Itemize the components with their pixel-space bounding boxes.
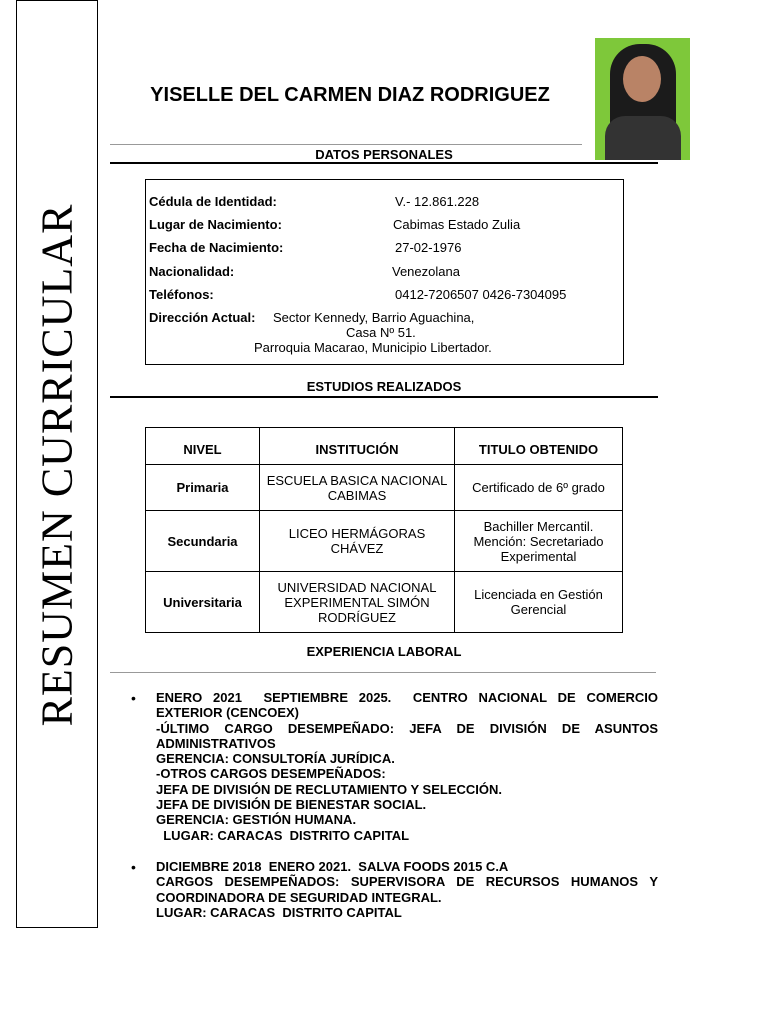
job-line: JEFA DE DIVISIÓN DE RECLUTAMIENTO Y SELECCIÓN. xyxy=(156,781,502,797)
table-row xyxy=(146,465,623,511)
job-line: LUGAR: CARACAS DISTRITO CAPITAL xyxy=(156,904,402,920)
job-line: GERENCIA: GESTIÓN HUMANA. xyxy=(156,812,357,828)
section-title-studies: ESTUDIOS REALIZADOS xyxy=(306,379,462,394)
id-value: V.- 12.861.228 xyxy=(395,194,480,209)
job-entry-2 xyxy=(156,859,662,920)
institution-cell: ESCUELA BASICA NACIONAL CABIMAS xyxy=(260,465,455,511)
bullet: • xyxy=(131,859,136,875)
section-title-personal: DATOS PERSONALES xyxy=(315,147,453,162)
job-line: ENERO 2021 SEPTIEMBRE 2025. CENTRO NACIONAL DE COMERCIO EXTERIOR (CENCOEX) xyxy=(156,690,662,721)
title-cell: Bachiller Mercantil. Mención: Secretariado Experimental xyxy=(455,511,623,572)
job-line: JEFA DE DIVISIÓN DE BIENESTAR SOCIAL. xyxy=(156,797,427,813)
phones-label: Teléfonos: xyxy=(149,287,214,302)
job-line: LUGAR: CARACAS DISTRITO CAPITAL xyxy=(156,827,410,843)
job-line: DICIEMBRE 2018 ENERO 2021. SALVA FOODS 2015 C.A xyxy=(156,859,509,874)
birthplace-value: Cabimas Estado Zulia xyxy=(393,217,521,232)
divider xyxy=(110,162,658,164)
birthplace-label: Lugar de Nacimiento: xyxy=(149,217,282,232)
table-header-row xyxy=(146,428,623,465)
divider xyxy=(110,144,582,145)
nationality-value: Venezolana xyxy=(392,264,460,279)
studies-table xyxy=(145,427,623,633)
job-line: CARGOS DESEMPEÑADOS: SUPERVISORA DE RECURSOS HUMANOS Y COORDINADORA DE SEGURIDAD INTEGRAL. xyxy=(156,874,662,905)
institution-cell: UNIVERSIDAD NACIONAL EXPERIMENTAL SIMÓN RODRÍGUEZ xyxy=(260,572,455,633)
level-cell: Primaria xyxy=(146,465,260,511)
job-line: -ÚLTIMO CARGO DESEMPEÑADO: JEFA DE DIVISIÓN DE ASUNTOS ADMINISTRATIVOS xyxy=(156,720,662,751)
title-cell: Certificado de 6º grado xyxy=(455,465,623,511)
birthdate-value: 27-02-1976 xyxy=(395,240,462,255)
institution-cell: LICEO HERMÁGORAS CHÁVEZ xyxy=(260,511,455,572)
address-line-2: Casa Nº 51. xyxy=(346,325,416,340)
profile-photo xyxy=(595,38,690,160)
birthdate-label: Fecha de Nacimiento: xyxy=(149,240,284,255)
sidebar-title: RESUMEN CURRICULAR xyxy=(32,203,82,727)
divider xyxy=(110,672,656,673)
level-cell: Secundaria xyxy=(146,511,260,572)
address-line-1: Sector Kennedy, Barrio Aguachina, xyxy=(273,310,475,325)
address-label: Dirección Actual: xyxy=(149,310,256,325)
candidate-name: YISELLE DEL CARMEN DIAZ RODRIGUEZ xyxy=(150,84,550,106)
job-line: -OTROS CARGOS DESEMPEÑADOS: xyxy=(156,766,386,782)
column-header: INSTITUCIÓN xyxy=(260,428,455,465)
divider xyxy=(110,396,658,398)
column-header: TITULO OBTENIDO xyxy=(455,428,623,465)
phones-value: 0412-7206507 0426-7304095 xyxy=(395,287,567,302)
level-cell: Universitaria xyxy=(146,572,260,633)
column-header: NIVEL xyxy=(146,428,260,465)
table-row xyxy=(146,572,623,633)
job-line: GERENCIA: CONSULTORÍA JURÍDICA. xyxy=(156,751,395,767)
section-title-experience: EXPERIENCIA LABORAL xyxy=(306,644,462,659)
nationality-label: Nacionalidad: xyxy=(149,264,235,279)
address-line-3: Parroquia Macarao, Municipio Libertador. xyxy=(254,340,492,355)
job-entry-1 xyxy=(156,690,662,843)
table-row xyxy=(146,511,623,572)
title-cell: Licenciada en Gestión Gerencial xyxy=(455,572,623,633)
bullet: • xyxy=(131,690,136,706)
id-label: Cédula de Identidad: xyxy=(149,194,277,209)
